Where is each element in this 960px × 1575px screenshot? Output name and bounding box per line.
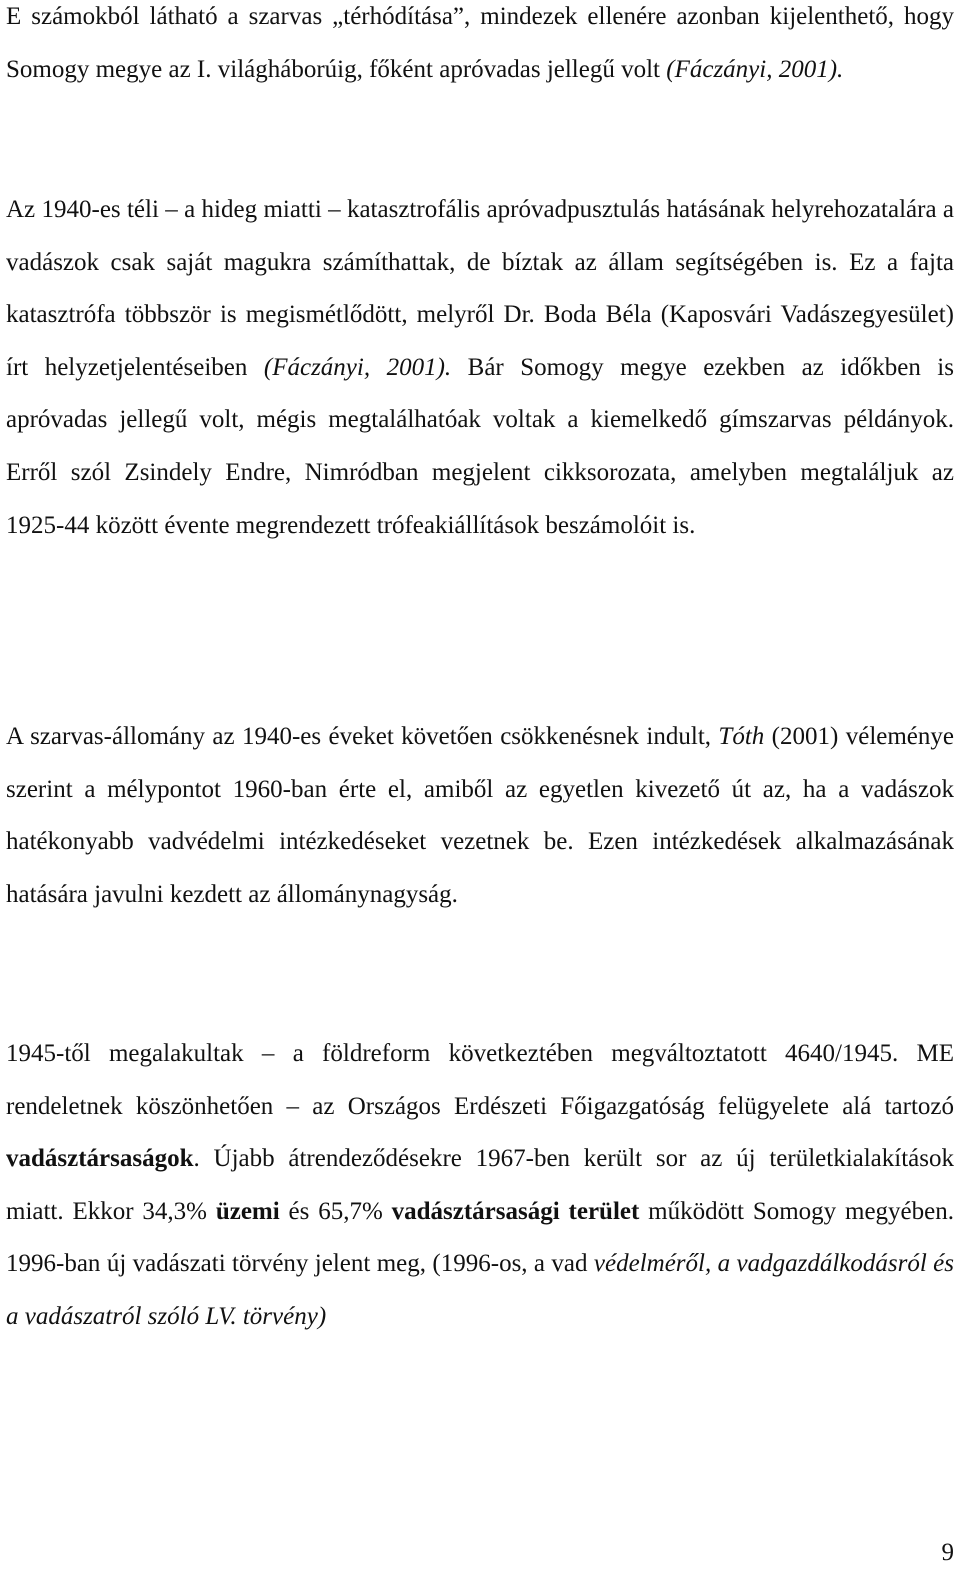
text-segment: (2001) véleménye szerint a mélypontot 1960-ban érte el, amiből az egyetlen kivezető út az, ha a vadászok hatékonyabb vadvédelmi intézkedéseket vezetnek be. Ezen intézkedések alkalmazásának hatására javulni kezdett az állománynagyság. bbox=[6, 723, 954, 908]
italic-text: (Fáczányi, 2001). bbox=[263, 353, 452, 381]
text-segment: Az 1940-es téli – a hideg miatti – katasztrofális apróvadpusztulás hatásának helyrehozatalára a vadászok csak saját magukra számíthattak, de bíztak az állam segítségében is. Ez a fajta katasztrófa többször is megismétlődött, melyről Dr. Boda Béla (Kaposvári Vadászegyesület) írt helyzetjelentéseiben bbox=[6, 196, 954, 381]
text-segment: 1945-től megalakultak – a földreform következtében megváltoztatott 4640/1945. ME rendeletnek köszönhetően – az Országos Erdészeti Főigazgatóság felügyelete alá tartozó bbox=[6, 1040, 954, 1120]
text-segment: . Újabb átrendeződésekre 1967-ben került sor az új területkialakítások miatt. Ekkor 34,3% bbox=[6, 1145, 954, 1225]
italic-text: védelméről, a vadgazdálkodásról és a vadászatról szóló LV. törvény) bbox=[6, 1250, 955, 1330]
paragraph bbox=[6, 1028, 954, 1344]
bold-text: üzemi bbox=[215, 1197, 280, 1225]
paragraph bbox=[6, 0, 954, 96]
page-number: 9 bbox=[941, 1539, 954, 1566]
paragraph bbox=[6, 184, 954, 552]
bold-text: vadásztársaságok bbox=[6, 1145, 194, 1173]
bold-text: vadásztársasági terület bbox=[391, 1197, 640, 1225]
text-segment: E számokból látható a szarvas „térhódítása”, mindezek ellenére azonban kijelenthető, hogy Somogy megye az I. világháborúig, főként apróvadas jellegű volt bbox=[6, 3, 954, 83]
text-segment: működött Somogy megyében. 1996-ban új vadászati törvény jelent meg, (1996-os, a vad bbox=[6, 1197, 955, 1278]
italic-text: (Fáczányi, 2001). bbox=[666, 55, 844, 83]
text-segment: Bár Somogy megye ezekben az időkben is apróvadas jellegű volt, mégis megtalálhatóak voltak a kiemelkedő gímszarvas példányok. Erről szól Zsindely Endre, Nimródban megjelent cikksorozata, amelyben megtaláljuk az 1925-44 között évente megrendezett trófeakiállítások beszámolóit is. bbox=[6, 353, 954, 539]
text-segment: A szarvas-állomány az 1940-es éveket követően csökkenésnek indult, bbox=[6, 723, 719, 750]
italic-text: Tóth bbox=[718, 723, 765, 750]
paragraph bbox=[6, 711, 954, 921]
text-segment: és 65,7% bbox=[279, 1197, 392, 1225]
